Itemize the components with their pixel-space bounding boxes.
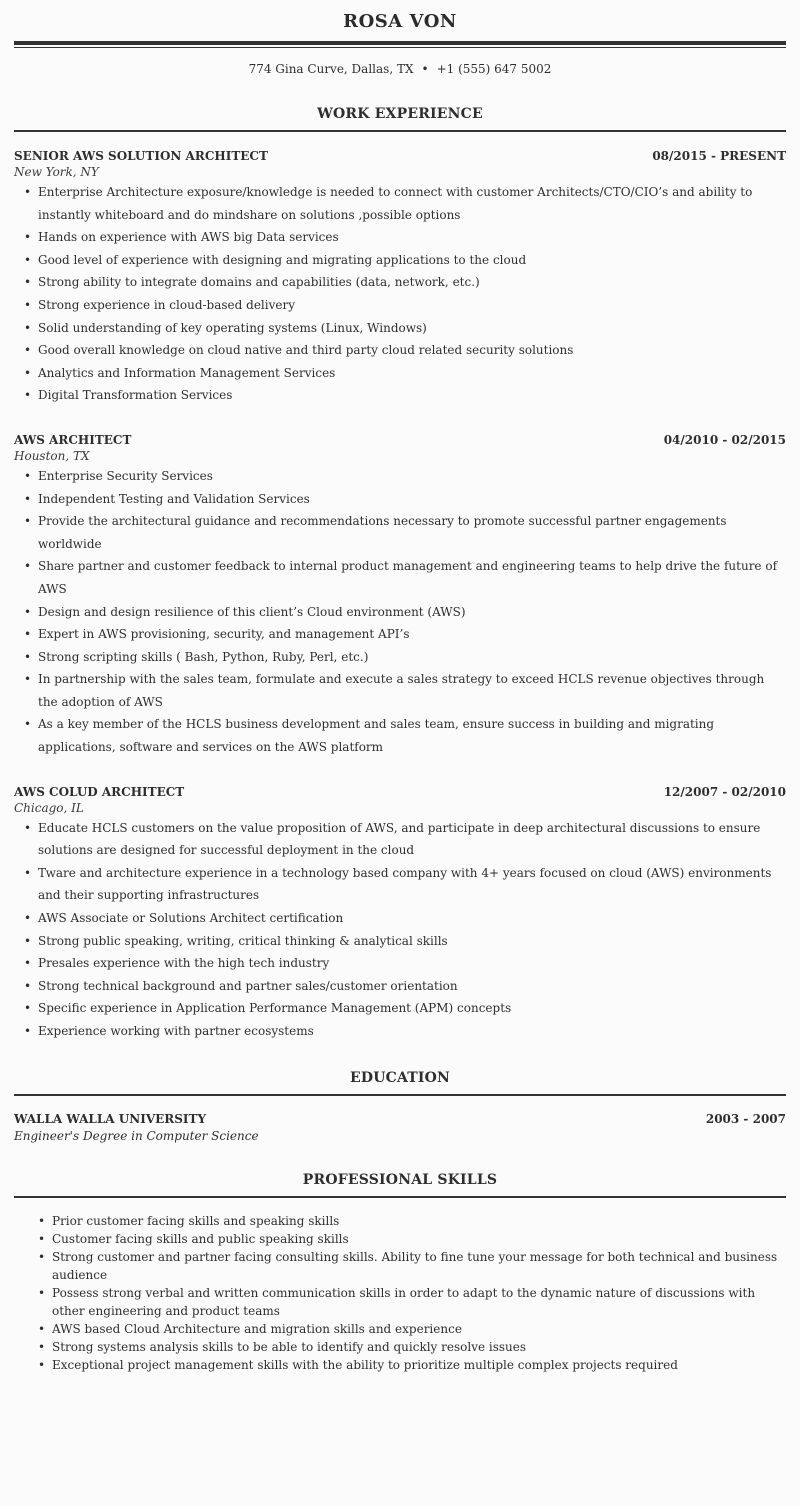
list-item: • Prior customer facing skills and speaking skills bbox=[52, 1212, 786, 1230]
list-item: • Strong ability to integrate domains and capabilities (data, network, etc.) bbox=[38, 271, 786, 294]
job-location: Chicago, IL bbox=[14, 800, 84, 815]
job-title: AWS COLUD ARCHITECT bbox=[14, 784, 185, 799]
list-item: • Strong technical background and partner sales/customer orientation bbox=[38, 975, 786, 998]
list-item: • Enterprise Architecture exposure/knowledge is needed to connect with customer Architects/CTO/CIO’s and ability to instantly whiteboard and do mindshare on solutions ,possible options bbox=[38, 181, 786, 226]
job-title: SENIOR AWS SOLUTION ARCHITECT bbox=[14, 149, 268, 163]
list-item: • Expert in AWS provisioning, security, and management API’s bbox=[38, 623, 786, 646]
skills-section bbox=[14, 1170, 786, 1374]
job-bullets bbox=[14, 181, 786, 407]
list-item: • Customer facing skills and public speaking skills bbox=[52, 1230, 786, 1248]
job-dates: 08/2015 - PRESENT bbox=[652, 149, 786, 163]
list-item: • Good overall knowledge on cloud native and third party cloud related security solutions bbox=[38, 339, 786, 362]
list-item: • Possess strong verbal and written communication skills in order to adapt to the dynamic nature of discussions with other engineering and product teams bbox=[52, 1284, 786, 1320]
education-years: 2003 - 2007 bbox=[705, 1111, 786, 1126]
list-item: • Tware and architecture experience in a technology based company with 4+ years focused on cloud (AWS) environments and their supporting infrastructures bbox=[38, 862, 786, 907]
list-item: • Strong customer and partner facing consulting skills. Ability to fine tune your message for both technical and business audience bbox=[52, 1248, 786, 1284]
job-entry bbox=[14, 432, 786, 759]
skills-list bbox=[14, 1212, 786, 1374]
list-item: • Provide the architectural guidance and recommendations necessary to promote successful partner engagements worldwide bbox=[38, 510, 786, 555]
list-item: • Share partner and customer feedback to internal product management and engineering teams to help drive the future of AWS bbox=[38, 555, 786, 600]
section-title-skills: PROFESSIONAL SKILLS bbox=[302, 1171, 498, 1188]
list-item: • Experience working with partner ecosystems bbox=[38, 1020, 786, 1043]
list-item: • Independent Testing and Validation Services bbox=[38, 488, 786, 511]
job-entry bbox=[14, 784, 786, 1043]
list-item: • Design and design resilience of this client’s Cloud environment (AWS) bbox=[38, 601, 786, 624]
list-item: • Solid understanding of key operating systems (Linux, Windows) bbox=[38, 317, 786, 340]
list-item: • As a key member of the HCLS business development and sales team, ensure success in building and migrating applications, software and services on the AWS platform bbox=[38, 713, 786, 758]
list-item: • Digital Transformation Services bbox=[38, 384, 786, 407]
list-item: • AWS based Cloud Architecture and migration skills and experience bbox=[52, 1320, 786, 1338]
job-title: AWS ARCHITECT bbox=[14, 432, 132, 447]
job-dates: 04/2010 - 02/2015 bbox=[663, 432, 786, 447]
list-item: • Specific experience in Application Performance Management (APM) concepts bbox=[38, 997, 786, 1020]
list-item: • Strong systems analysis skills to be able to identify and quickly resolve issues bbox=[52, 1338, 786, 1356]
job-location: Houston, TX bbox=[14, 448, 90, 463]
list-item: • Strong experience in cloud-based delivery bbox=[38, 294, 786, 317]
section-title-education: EDUCATION bbox=[349, 1069, 451, 1086]
list-item: • Analytics and Information Management Services bbox=[38, 362, 786, 385]
candidate-name: ROSA VON bbox=[343, 11, 457, 32]
section-divider bbox=[14, 130, 786, 132]
phone: +1 (555) 647 5002 bbox=[436, 62, 552, 76]
section-divider bbox=[14, 1094, 786, 1096]
list-item: • Good level of experience with designing and migrating applications to the cloud bbox=[38, 249, 786, 272]
list-item: • In partnership with the sales team, formulate and execute a sales strategy to exceed HCLS revenue objectives through the adoption of AWS bbox=[38, 668, 786, 713]
contact-line bbox=[14, 61, 786, 77]
list-item: • Exceptional project management skills with the ability to prioritize multiple complex projects required bbox=[52, 1356, 786, 1374]
degree: Engineer's Degree in Computer Science bbox=[14, 1128, 259, 1143]
header-divider-thin bbox=[14, 47, 786, 48]
header-divider-thick bbox=[14, 41, 786, 45]
list-item: • Educate HCLS customers on the value proposition of AWS, and participate in deep architectural discussions to ensure solutions are designed for successful deployment in the cloud bbox=[38, 817, 786, 862]
school-name: WALLA WALLA UNIVERSITY bbox=[14, 1111, 207, 1126]
list-item: • AWS Associate or Solutions Architect certification bbox=[38, 907, 786, 930]
job-bullets bbox=[14, 817, 786, 1043]
job-location: New York, NY bbox=[14, 165, 99, 179]
job-entry bbox=[14, 148, 786, 407]
section-divider bbox=[14, 1196, 786, 1198]
job-bullets bbox=[14, 465, 786, 759]
work-experience-section bbox=[14, 104, 786, 1043]
contact-separator: • bbox=[421, 62, 429, 76]
address: 774 Gina Curve, Dallas, TX bbox=[248, 62, 414, 76]
list-item: • Hands on experience with AWS big Data services bbox=[38, 226, 786, 249]
job-dates: 12/2007 - 02/2010 bbox=[663, 784, 786, 799]
list-item: • Enterprise Security Services bbox=[38, 465, 786, 488]
list-item: • Strong scripting skills ( Bash, Python, Ruby, Perl, etc.) bbox=[38, 646, 786, 669]
list-item: • Presales experience with the high tech industry bbox=[38, 952, 786, 975]
section-title-work: WORK EXPERIENCE bbox=[317, 106, 483, 122]
education-section bbox=[14, 1068, 786, 1145]
list-item: • Strong public speaking, writing, critical thinking & analytical skills bbox=[38, 930, 786, 953]
